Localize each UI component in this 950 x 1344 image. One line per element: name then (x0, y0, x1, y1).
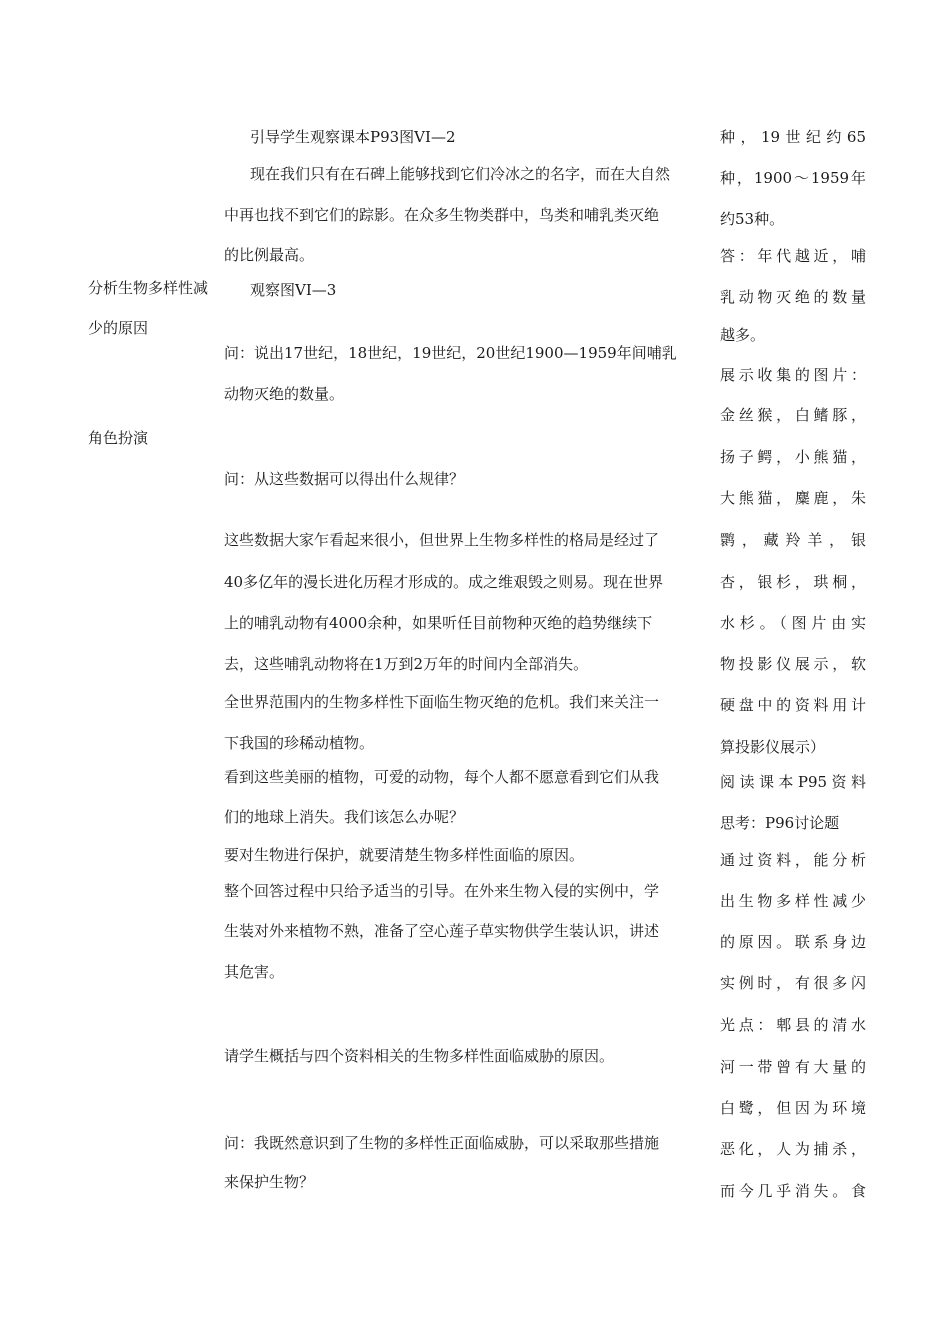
right-line: 种，19世纪约65 (720, 128, 866, 146)
right-line: 乳动物灭绝的数量 (720, 288, 866, 306)
right-line: 白鹭，但因为环境 (720, 1099, 866, 1117)
right-line: 思考：P96讨论题 (720, 814, 840, 832)
right-line: 算投影仪展示） (720, 738, 826, 756)
body-line: 问：我既然意识到了生物的多样性正面临威胁，可以采取那些措施 (224, 1134, 660, 1152)
body-line: 上的哺乳动物有4000余种，如果听任目前物种灭绝的趋势继续下 (224, 614, 653, 632)
body-line: 现在我们只有在石碑上能够找到它们冷冰之的名字，而在大自然 (250, 165, 671, 183)
body-line: 们的地球上消失。我们该怎么办呢？ (224, 808, 465, 826)
right-line: 通过资料，能分析 (720, 851, 866, 869)
right-line: 实例时，有很多闪 (720, 974, 866, 992)
left-label: 少的原因 (88, 319, 149, 337)
right-line: 约53种。 (720, 210, 785, 228)
right-line: 阅读课本P95资料 (720, 773, 866, 791)
body-line: 生装对外来植物不熟，准备了空心莲子草实物供学生装认识，讲述 (224, 922, 660, 940)
right-line: 越多。 (720, 326, 766, 344)
right-line: 种，1900～1959年 (720, 169, 866, 187)
right-line: 出生物多样性减少 (720, 892, 866, 910)
body-line: 的比例最高。 (224, 246, 315, 264)
body-line: 这些数据大家乍看起来很小，但世界上生物多样性的格局是经过了 (224, 531, 660, 549)
right-line: 河一带曾有大量的 (720, 1058, 866, 1076)
body-line: 来保护生物？ (224, 1173, 315, 1191)
body-line: 40多亿年的漫长进化历程才形成的。成之维艰毁之则易。现在世界 (224, 573, 664, 591)
right-line: 水杉。（图片由实 (720, 614, 866, 632)
body-line: 其危害。 (224, 963, 285, 981)
right-line: 光点：郫县的清水 (720, 1016, 866, 1034)
body-line: 动物灭绝的数量。 (224, 385, 345, 403)
body-line: 问：说出17世纪，18世纪，19世纪，20世纪1900—1959年间哺乳 (224, 344, 677, 362)
right-line: 大熊猫，麋鹿，朱 (720, 489, 866, 507)
right-line: 的原因。联系身边 (720, 933, 866, 951)
left-label: 角色扮演 (88, 429, 149, 447)
right-line: 硬盘中的资料用计 (720, 696, 866, 714)
right-line: 恶化，人为捕杀， (720, 1140, 866, 1158)
right-line: 物投影仪展示，软 (720, 655, 866, 673)
body-line: 看到这些美丽的植物，可爱的动物，每个人都不愿意看到它们从我 (224, 768, 660, 786)
body-line: 请学生概括与四个资料相关的生物多样性面临威胁的原因。 (224, 1047, 615, 1065)
body-line: 去，这些哺乳动物将在1万到2万年的时间内全部消失。 (224, 655, 589, 673)
body-line: 下我国的珍稀动植物。 (224, 734, 375, 752)
body-line: 中再也找不到它们的踪影。在众多生物类群中，鸟类和哺乳类灭绝 (224, 206, 660, 224)
body-line: 引导学生观察课本P93图VI—2 (250, 128, 456, 146)
right-line: 展示收集的图片： (720, 366, 866, 384)
body-line: 要对生物进行保护，就要清楚生物多样性面临的原因。 (224, 846, 585, 864)
right-line: 鹮，藏羚羊，银 (720, 531, 866, 549)
body-line: 观察图VI—3 (250, 281, 337, 299)
right-line: 而今几乎消失。食 (720, 1182, 866, 1200)
right-line: 杏，银杉，珙桐， (720, 573, 866, 591)
body-line: 整个回答过程中只给予适当的引导。在外来生物入侵的实例中，学 (224, 882, 660, 900)
right-line: 答：年代越近，哺 (720, 247, 866, 265)
right-line: 扬子鳄，小熊猫， (720, 448, 866, 466)
right-line: 金丝猴，白鳍豚， (720, 406, 866, 424)
left-label: 分析生物多样性减 (88, 279, 209, 297)
body-line: 全世界范围内的生物多样性下面临生物灭绝的危机。我们来关注一 (224, 693, 660, 711)
body-line: 问：从这些数据可以得出什么规律？ (224, 470, 465, 488)
